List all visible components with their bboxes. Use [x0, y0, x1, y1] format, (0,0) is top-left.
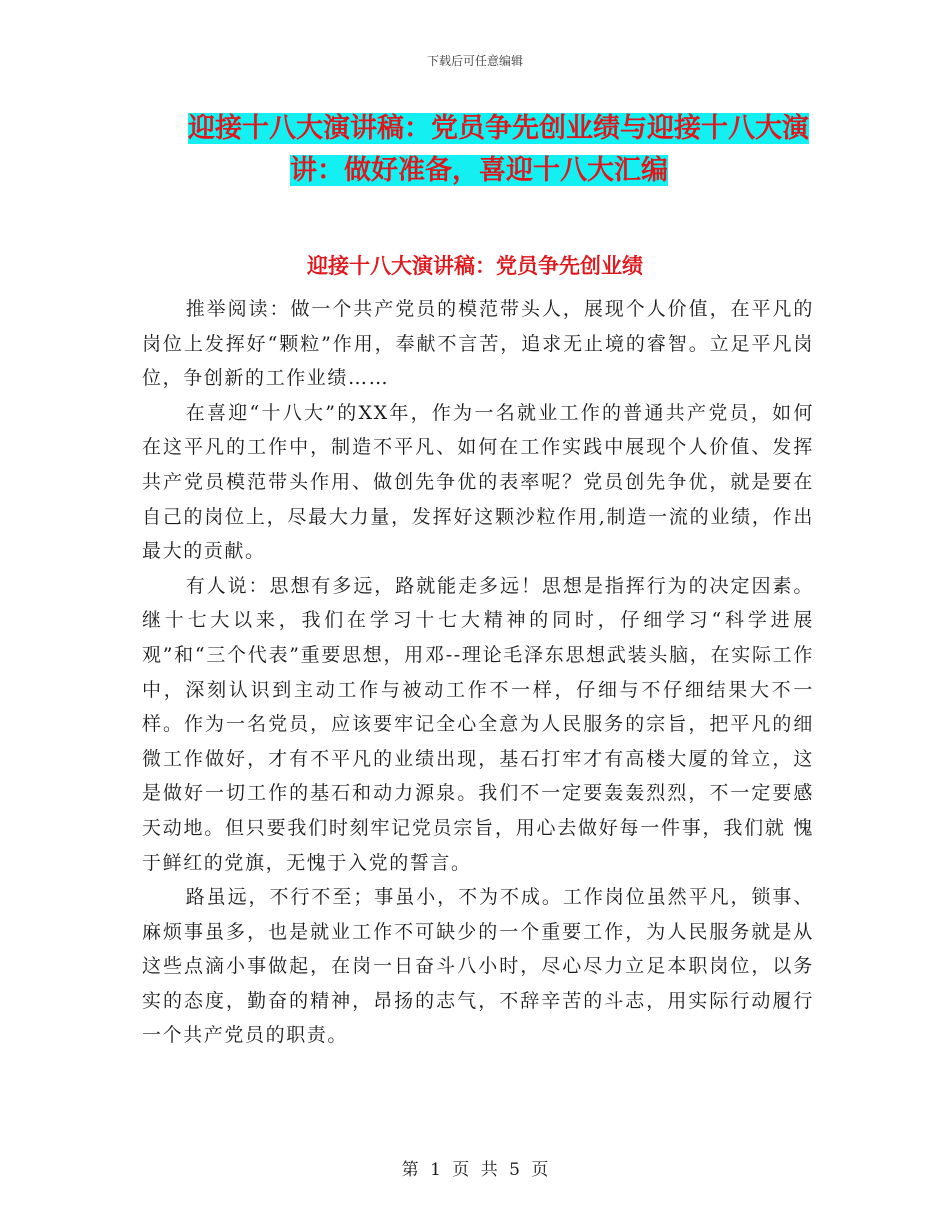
- paragraph: 路虽远，不行不至；事虽小，不为不成。工作岗位虽然平凡，锁事、麻烦事虽多，也是就业工作不可缺少的一个重要工作，为人民服务就是从这些点滴小事做起，在岗一日奋斗八小时，尽心尽力立足本职岗位，以务实的态度，勤奋的精神，昂扬的志气，不辞辛苦的斗志，用实际行动履行一个共产党员的职责。: [142, 886, 814, 1047]
- header-note: 下载后可任意编辑: [426, 54, 523, 68]
- title-line-1: [188, 108, 818, 150]
- title-line-1-text: 迎接十八大演讲稿：党员争先创业绩与迎接十八大演: [188, 113, 809, 144]
- title-line-2: [188, 150, 818, 192]
- paragraph: 在喜迎“十八大”的XX年，作为一名就业工作的普通共产党员，如何在这平凡的工作中，制造不平凡、如何在工作实践中展现个人价值、发挥共产党员模范带头作用、做创先争优的表率呢？党员创先争优，就是要在自己的岗位上，尽最大力量，发挥好这颗沙粒作用,制造一流的业绩，作出最大的贡献。: [142, 401, 814, 563]
- document-title: [188, 108, 818, 192]
- document-body: [142, 292, 814, 1053]
- paragraph: 有人说：思想有多远，路就能走多远！思想是指挥行为的决定因素。继十七大以来，我们在学习十七大精神的同时，仔细学习“科学进展观”和“三个代表”重要思想，用邓--理论毛泽东思想武装头脑，在实际工作中，深刻认识到主动工作与被动工作不一样，仔细与不仔细结果大不一样。作为一名党员，应该要牢记全心全意为人民服务的宗旨，把平凡的细微工作做好，才有不平凡的业绩出现，基石打牢才有高楼大厦的耸立，这是做好一切工作的基石和动力源泉。我们不一定要轰轰烈烈，不一定要感天动地。但只要我们时刻牢记党员宗旨，用心去做好每一件事，我们就 愧于鲜红的党旗，无愧于入党的誓言。: [142, 574, 814, 874]
- section-title: 迎接十八大演讲稿：党员争先创业绩: [307, 254, 643, 278]
- page-number-footer: 第 1 页 共 5 页: [401, 1160, 549, 1180]
- title-line-2-text: 讲：做好准备，喜迎十八大汇编: [290, 155, 668, 186]
- paragraph: 推举阅读：做一个共产党员的模范带头人，展现个人价值，在平凡的岗位上发挥好“颗粒”作用，奉献不言苦，追求无止境的睿智。立足平凡岗位，争创新的工作业绩……: [142, 298, 814, 390]
